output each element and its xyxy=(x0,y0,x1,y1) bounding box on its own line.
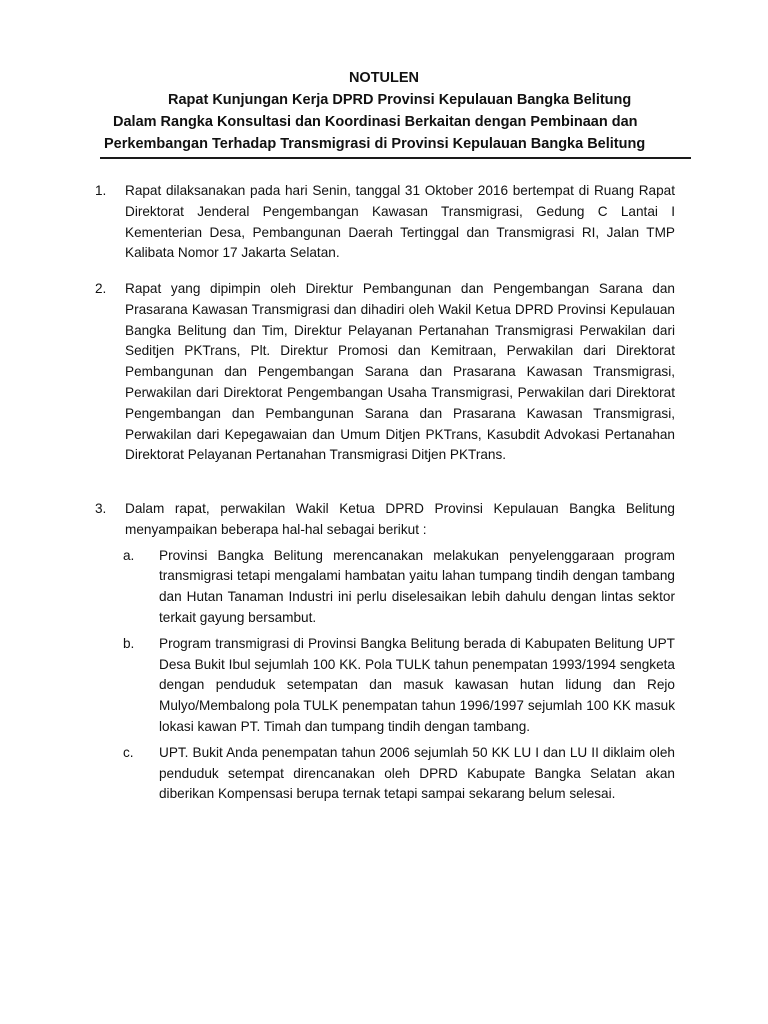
sub-item-text: Program transmigrasi di Provinsi Bangka Belitung berada di Kabupaten Belitung UPT Desa Bukit Ibul sejumlah 100 KK. Pola TULK tahun penempatan 1993/1994 sengketa dengan penduduk setempatan dan masuk kawasan hutan lidung dan Rejo Mulyo/Membalong pola TULK penempatan tahun 1996/1997 sejumlah 100 KK masuk lokasi kawan PT. Timah dan tumpang tindih dengan tambang. xyxy=(159,635,675,734)
sub-item-letter: b. xyxy=(123,635,135,651)
sub-item-b xyxy=(95,634,675,738)
sub-item-c xyxy=(95,743,675,805)
document-title: NOTULEN xyxy=(348,70,420,86)
item-number: 2. xyxy=(95,281,107,296)
item-text: Rapat dilaksanakan pada hari Senin, tanggal 31 Oktober 2016 bertempat di Ruang Rapat Direktorat Jenderal Pengembangan Kawasan Transmigrasi, Gedung C Lantai I Kementerian Desa, Pembangunan Daerah Tertinggal dan Transmigrasi RI, Jalan TMP Kalibata Nomor 17 Jakarta Selatan. xyxy=(125,183,675,261)
subtitle-line-3: Perkembangan Terhadap Transmigrasi di Provinsi Kepulauan Bangka Belitung xyxy=(104,136,646,152)
subtitle-line-2: Dalam Rangka Konsultasi dan Koordinasi Berkaitan dengan Pembinaan dan xyxy=(113,114,638,130)
item-number: 3. xyxy=(95,501,107,516)
title-divider xyxy=(100,157,691,159)
numbered-item-1 xyxy=(95,181,675,264)
sub-item-letter: c. xyxy=(123,744,134,760)
subtitle-line-1: Rapat Kunjungan Kerja DPRD Provinsi Kepulauan Bangka Belitung xyxy=(168,92,632,108)
item-text: Rapat yang dipimpin oleh Direktur Pembangunan dan Pengembangan Sarana dan Prasarana Kawasan Transmigrasi dan dihadiri oleh Wakil Ketua DPRD Provinsi Kepulauan Bangka Belitung dan Tim, Direktur Pelayanan Pertanahan Transmigrasi Perwakilan dari Seditjen PKTrans, Plt. Direktur Promosi dan Kemitraan, Perwakilan dari Direktorat Pembangunan dan Pengembangan Sarana dan Prasarana Kawasan Transmigrasi, Perwakilan dari Direktorat Pengembangan Usaha Transmigrasi, Perwakilan dari Direktorat Pengembangan dan Pembangunan Sarana dan Prasarana Kawasan Transmigrasi, Perwakilan dari Kepegawaian dan Umum Ditjen PKTrans, Kasubdit Advokasi Pertanahan Direktorat Pelayanan Pertanahan Transmigrasi Ditjen PKTrans. xyxy=(125,281,675,463)
sub-item-a xyxy=(95,546,675,629)
numbered-item-2 xyxy=(95,279,675,466)
sub-item-text: UPT. Bukit Anda penempatan tahun 2006 sejumlah 50 KK LU I dan LU II diklaim oleh penduduk setempat direncanakan oleh DPRD Kabupate Bangka Selatan akan diberikan Kompensasi berupa ternak tetapi sampai sekarang belum selesai. xyxy=(159,744,675,802)
item-number: 1. xyxy=(95,183,107,198)
sub-item-letter: a. xyxy=(123,547,135,563)
item-text: Dalam rapat, perwakilan Wakil Ketua DPRD Provinsi Kepulauan Bangka Belitung menyampaikan beberapa hal-hal sebagai berikut : xyxy=(125,501,675,537)
sub-item-text: Provinsi Bangka Belitung merencanakan melakukan penyelenggaraan program transmigrasi tetapi mengalami hambatan yaitu lahan tumpang tindih dengan tambang dan Hutan Tanaman Industri ini perlu diselesaikan lebih dahulu dengan lintas sektor terkait gayung bersambut. xyxy=(159,547,675,625)
numbered-item-3 xyxy=(95,499,675,805)
